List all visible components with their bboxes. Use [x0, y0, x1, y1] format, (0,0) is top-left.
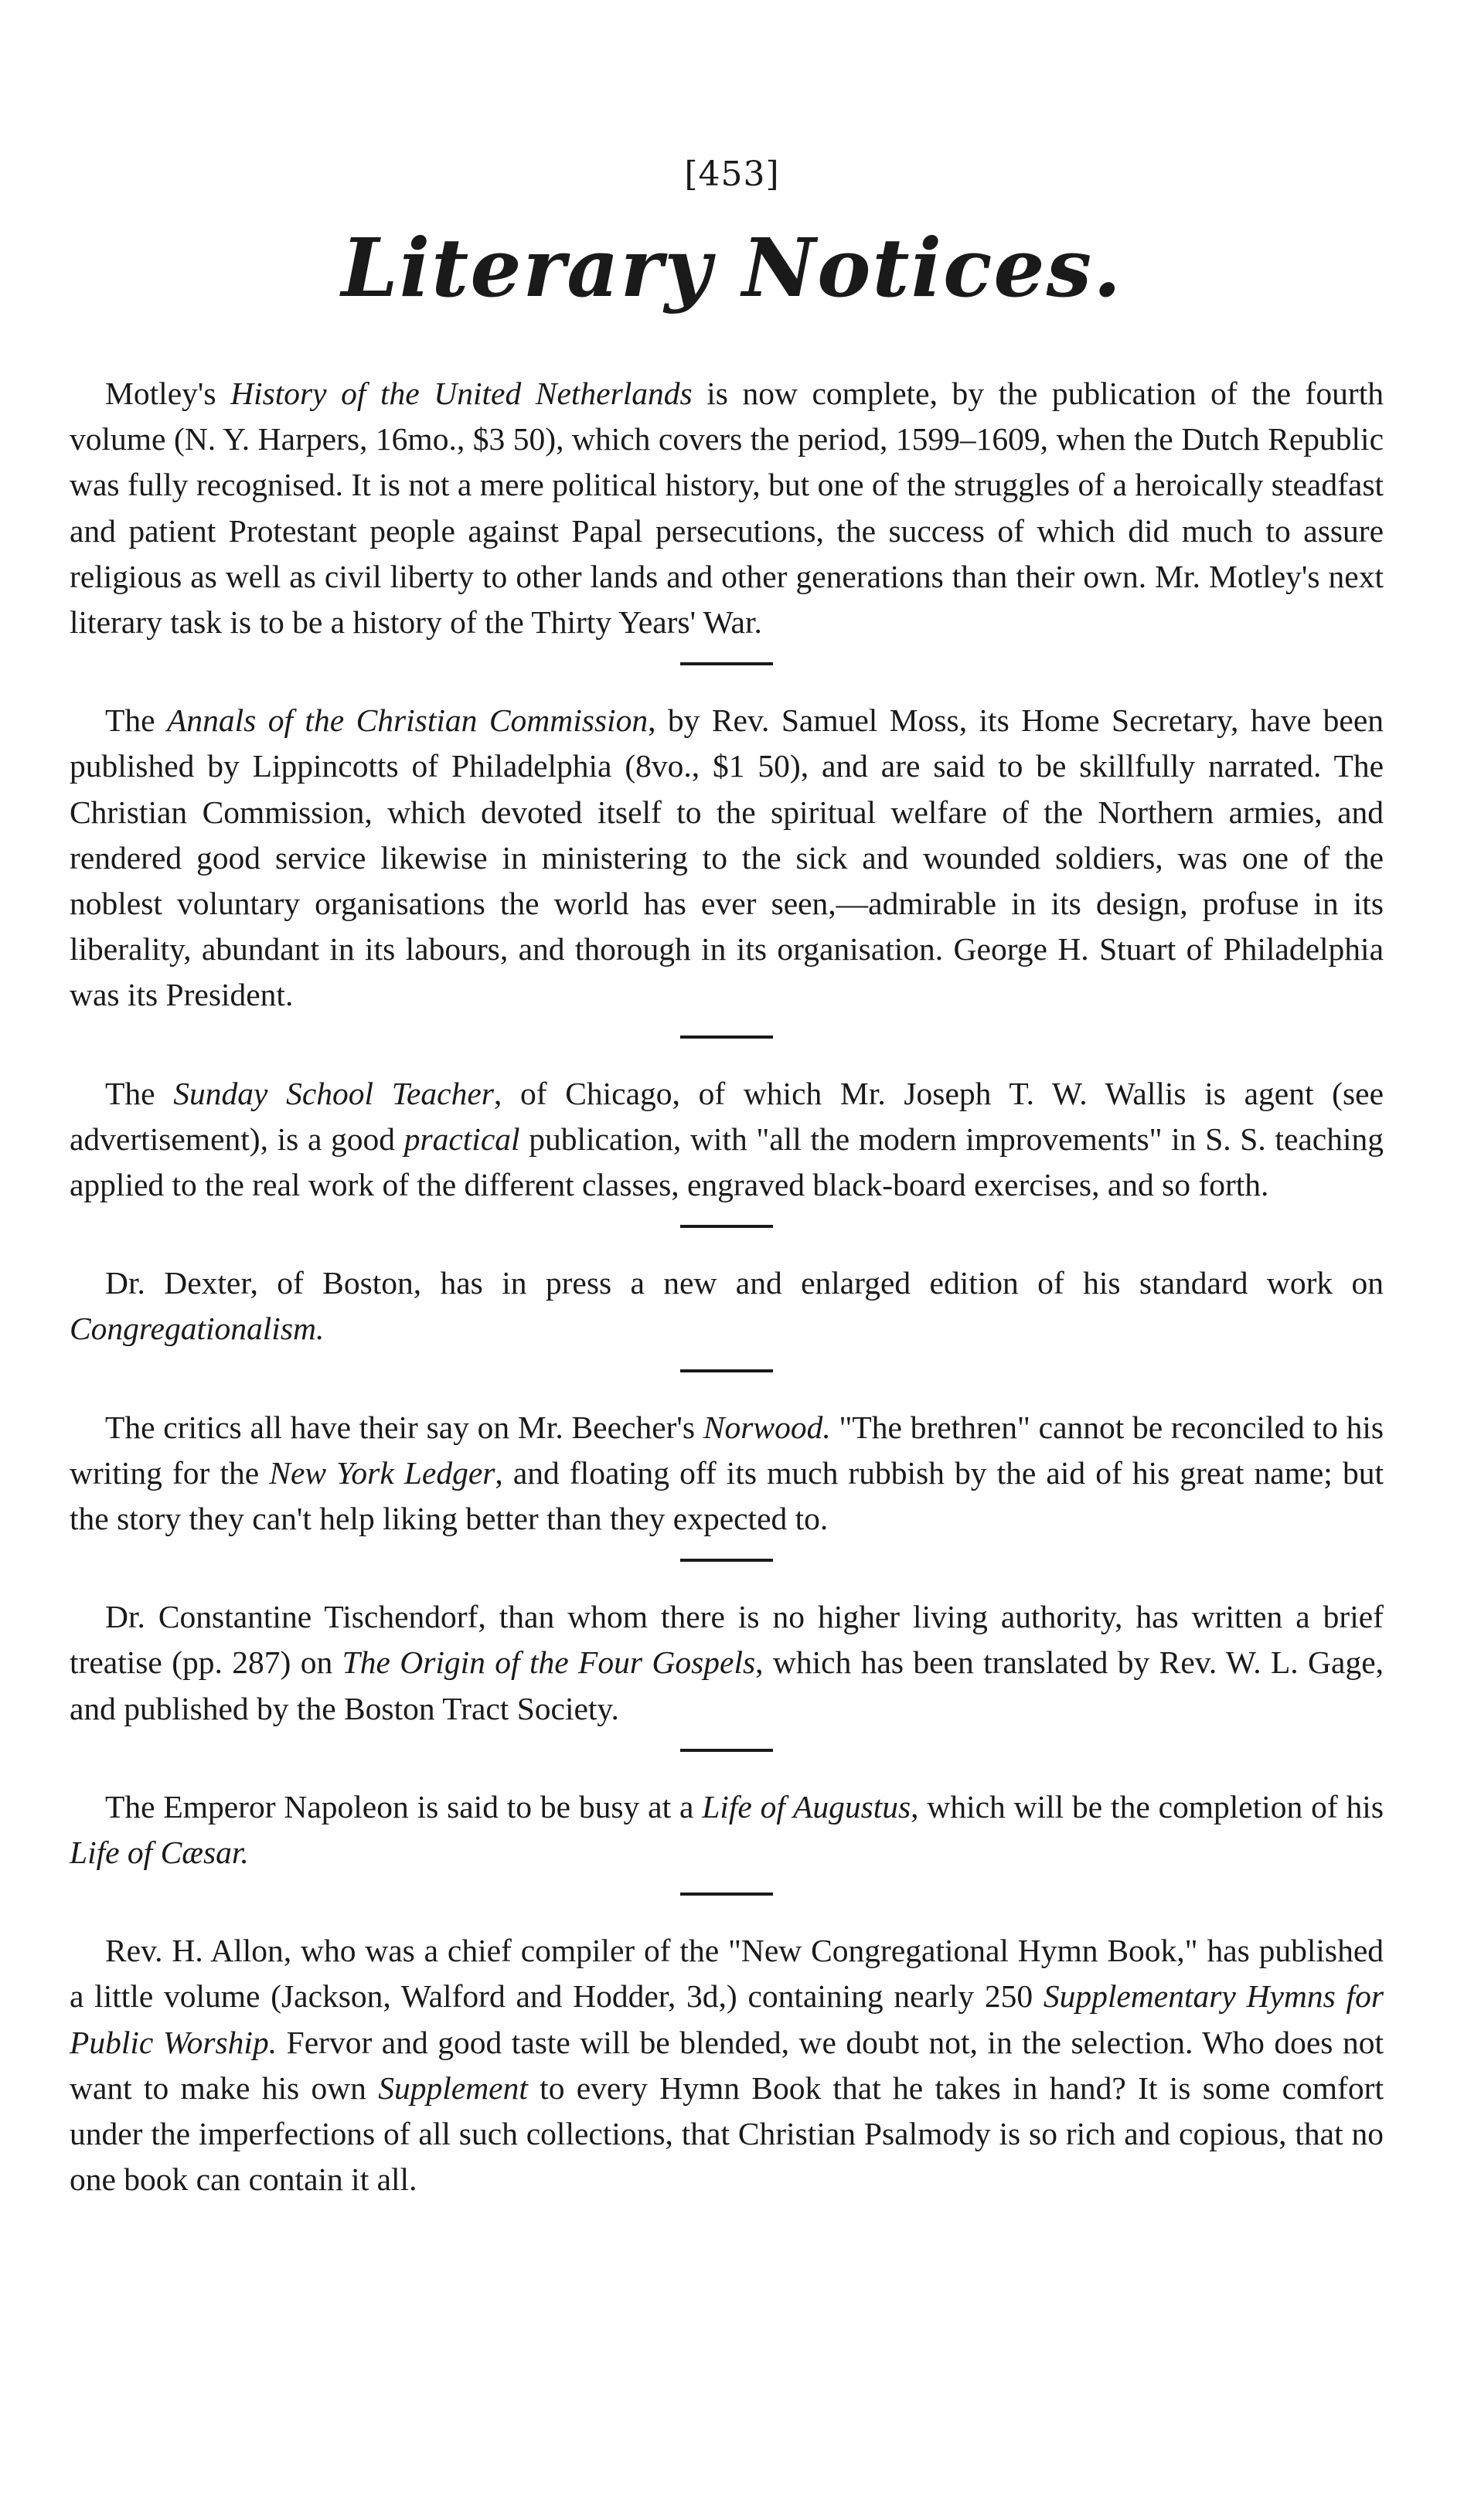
notices-column: [70, 371, 1384, 2203]
section-divider: [680, 1749, 773, 1752]
notice-tischendorf: Dr. Constantine Tischendorf, than whom there is no higher living authority, has written a brief treatise (pp. 287) on The Origin of the Four Gospels, which has been translated by Rev. W. L. Gage, and published by the Boston Tract Society.: [70, 1599, 1384, 1726]
book-title: Life of Cæsar.: [70, 1835, 249, 1871]
section-divider: [680, 1036, 773, 1039]
notice-beecher: The critics all have their say on Mr. Beecher's Norwood. "The brethren" cannot be reconciled to his writing for the New York Ledger, and floating off its much rubbish by the aid of his great name; but the story they can't help liking better than they expected to.: [70, 1409, 1384, 1537]
section-divider: [680, 1559, 773, 1562]
page-heading: Literary Notices.: [341, 220, 1123, 315]
book-title: Norwood.: [703, 1409, 831, 1445]
book-title: Annals of the Christian Commission: [166, 702, 649, 739]
notice-sunday-school-teacher: The Sunday School Teacher, of Chicago, of which Mr. Joseph T. W. Wallis is agent (see advertisement), is a good practical publication, with "all the modern improvements" in S. S. teaching applied to the real work of the different classes, engraved black-board exercises, and so forth.: [70, 1075, 1384, 1203]
book-title: Sunday School Teacher: [173, 1075, 494, 1111]
section-divider: [680, 662, 773, 665]
book-title: Life of Augustus: [702, 1788, 911, 1825]
section-divider: [680, 1225, 773, 1228]
book-title: Congregationalism.: [70, 1311, 325, 1347]
book-title: Supplement: [378, 2069, 528, 2106]
section-divider: [680, 1893, 773, 1896]
notice-christian-commission: The Annals of the Christian Commission, by Rev. Samuel Moss, its Home Secretary, have been published by Lippincotts of Philadelphia (8vo., $1 50), and are said to be skillfully narrated. The Christian Commission, which devoted itself to the spiritual welfare of the Northern armies, and rendered good service likewise in ministering to the sick and wounded soldiers, was one of the noblest voluntary organisations the world has ever seen,—admirable in its design, profuse in its liberality, abundant in its labours, and thorough in its organisation. George H. Stuart of Philadelphia was its President.: [70, 702, 1384, 1013]
notice-allon: Rev. H. Allon, who was a chief compiler of the "New Congregational Hymn Book," has published a little volume (Jackson, Walford and Hodder, 3d,) containing nearly 250 Supplementary Hymns for Public Worship. Fervor and good taste will be blended, we doubt not, in the selection. Who does not want to make his own Supplement to every Hymn Book that he takes in hand? It is some comfort under the imperfections of all such collections, that Christian Psalmody is so rich and copious, that no one book can contain it all.: [70, 1933, 1384, 2198]
book-title: History of the United Netherlands: [230, 376, 693, 411]
notice-napoleon: The Emperor Napoleon is said to be busy at a Life of Augustus, which will be the completion of his Life of Cæsar.: [70, 1788, 1384, 1871]
book-title: Supplementary Hymns for Public Worship.: [70, 1978, 1384, 2060]
page-number: [453]: [684, 155, 780, 194]
section-divider: [680, 1369, 773, 1372]
notice-dexter: Dr. Dexter, of Boston, has in press a new and enlarged edition of his standard work on Congregationalism.: [70, 1265, 1384, 1347]
book-title: The Origin of the Four Gospels: [342, 1644, 756, 1681]
emphasis: practical: [403, 1121, 520, 1157]
periodical-title: New York Ledger: [269, 1454, 495, 1491]
notice-motley: Motley's History of the United Netherlands is now complete, by the publication of the fourth volume (N. Y. Harpers, 16mo., $3 50), which covers the period, 1599–1609, when the Dutch Republic was fully recognised. It is not a mere political history, but one of the struggles of a heroically steadfast and patient Protestant people against Papal persecutions, the success of which did much to assure religious as well as civil liberty to other lands and other generations than their own. Mr. Motley's next literary task is to be a history of the Thirty Years' War.: [70, 376, 1384, 641]
